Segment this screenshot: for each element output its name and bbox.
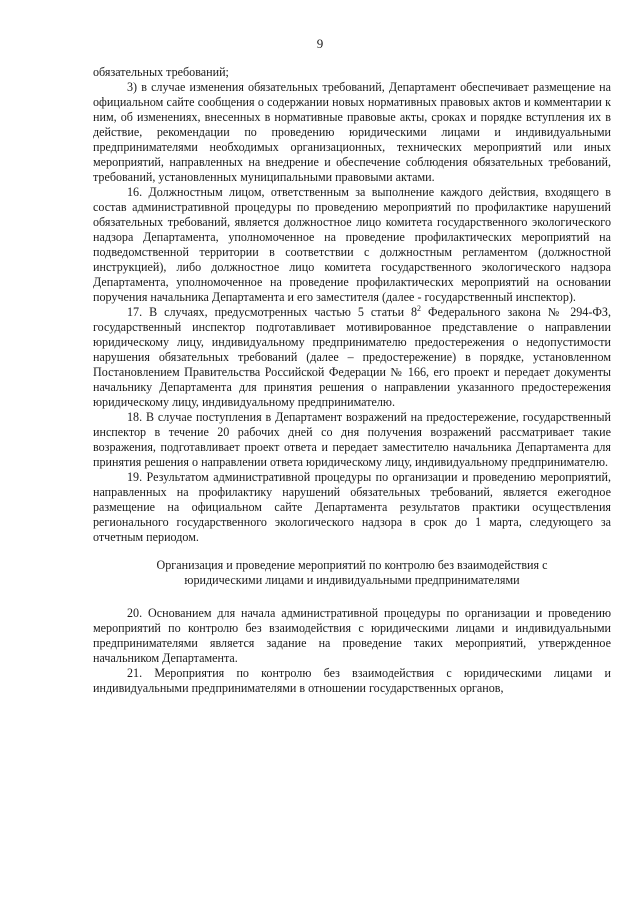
paragraph-20: 20. Основанием для начала административной процедуры по организации и проведению мероприятий по контролю без взаимодействия с юридическими лицами и индивидуальными предпринимателями является задание на проведение таких мероприятий, утвержденное начальником Департамента. xyxy=(93,606,611,665)
section-heading: Организация и проведение мероприятий по контролю без взаимодействия с юридическими лицами и индивидуальными предпринимателями xyxy=(156,558,548,587)
paragraph-continuation: обязательных требований; xyxy=(93,65,229,79)
paragraph-17-start: 17. В случаях, предусмотренных частью 5 статьи 8 xyxy=(127,305,418,319)
document-body xyxy=(93,65,611,696)
paragraph-item-3: 3) в случае изменения обязательных требований, Департамент обеспечивает размещение на официальном сайте сообщения о содержании новых нормативных правовых актов и комментарии к ним, об изменениях, внесенных в нормативные правовые акты, сроках и порядке вступления их в действие, рекомендации по проведению юридическими лицами и индивидуальными предпринимателями необходимых организационных, технических мероприятий или иных мероприятий, направленных на внедрение и обеспечение соблюдения обязательных требований, требований, установленных муниципальными правовыми актами. xyxy=(93,80,611,184)
paragraph-21: 21. Мероприятия по контролю без взаимодействия с юридическими лицами и индивидуальными предпринимателями в отношении государственных органов, xyxy=(93,666,611,695)
paragraph-18: 18. В случае поступления в Департамент возражений на предостережение, государственный инспектор в течение 20 рабочих дней со дня получения возражений рассматривает такие возражения, подготавливает проект ответа и передает заместителю начальника Департамента для принятия решения о направлении ответа юридическому лицу, индивидуальному предпринимателю. xyxy=(93,410,611,469)
article-superscript: 2 xyxy=(417,303,422,313)
page-number: 9 xyxy=(316,36,324,51)
paragraph-16: 16. Должностным лицом, ответственным за выполнение каждого действия, входящего в состав административной процедуры по проведению мероприятий по профилактике нарушений обязательных требований, является должностное лицо комитета государственного экологического надзора Департамента, уполномоченное на проведение профилактических мероприятий на подведомственной территории в соответствии с должностным регламентом (должностной инструкцией), либо должностное лицо комитета государственного экологического надзора Департамента, уполномоченное на проведение профилактических мероприятий на основании поручения начальника Департамента и его заместителя (далее - государственный инспектор). xyxy=(93,185,611,304)
paragraph-17 xyxy=(93,305,611,410)
paragraph-19: 19. Результатом административной процедуры по организации и проведению мероприятий, направленных на профилактику нарушений обязательных требований, является ежегодное размещение на официальном сайте Департамента результатов практики осуществления регионального государственного экологического надзора в срок до 1 марта, следующего за отчетным периодом. xyxy=(93,470,611,544)
paragraph-17-end: Федерального закона № 294-ФЗ, государственный инспектор подготавливает мотивированное представление о направлении юридическому лицу, индивидуальному предпринимателю предостережения о недопустимости нарушения обязательных требований (далее – предостережение) в порядке, установленном Постановлением Правительства Российской Федерации № 166, его проект и передает документы начальнику Департамента для принятия решения о направлении указанного предостережения юридическому лицу, индивидуальному предпринимателю. xyxy=(93,305,611,409)
